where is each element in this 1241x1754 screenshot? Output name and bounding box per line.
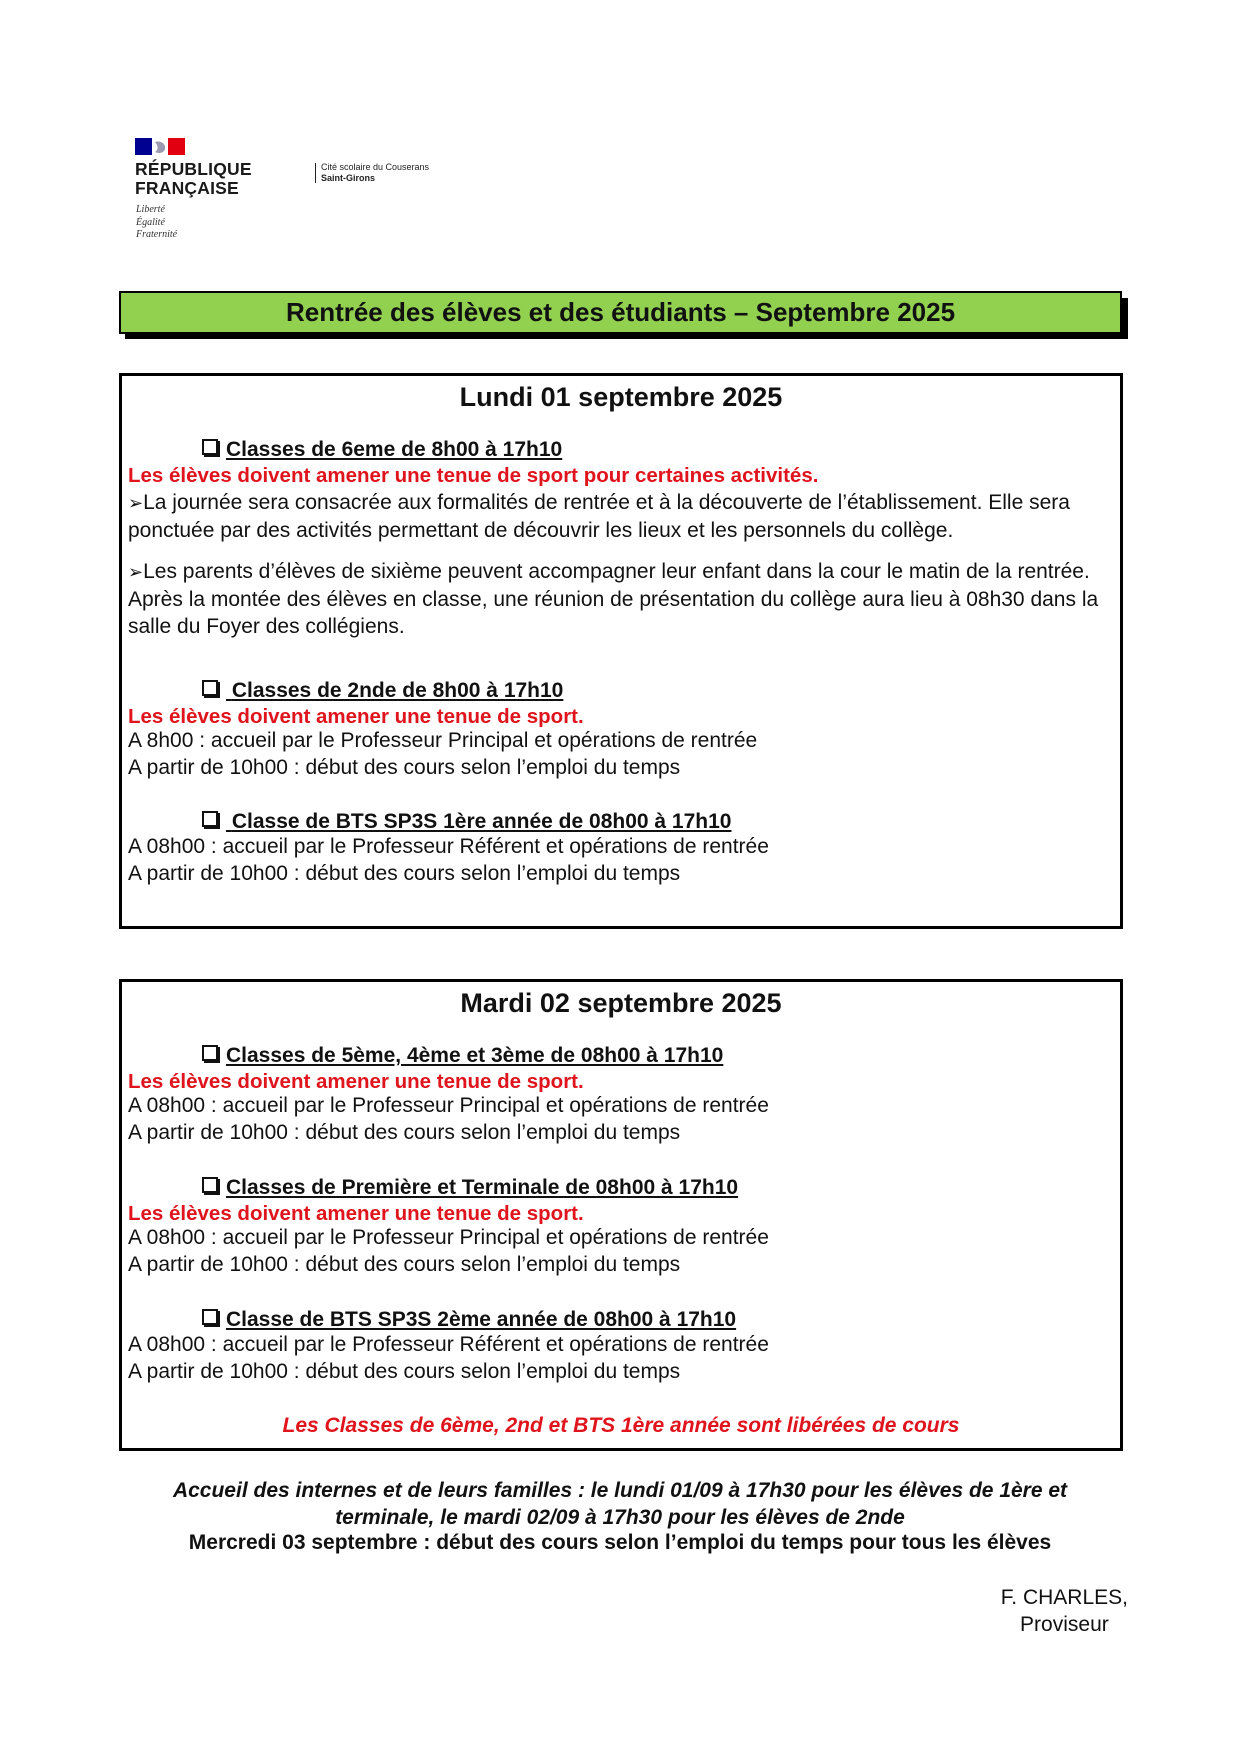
- text-line: A 8h00 : accueil par le Professeur Principal et opérations de rentrée: [128, 729, 758, 752]
- marianne-logo-icon: [135, 138, 185, 155]
- republic-motto: Liberté Égalité Fraternité: [136, 204, 178, 240]
- sport-notice: Les élèves doivent amener une tenue de sport.: [128, 1070, 584, 1093]
- arrow-bullet-icon: ➢: [128, 493, 144, 513]
- internes-notice: Accueil des internes et de leurs familles : le lundi 01/09 à 17h30 pour les élèves de 1ère et terminale, le mardi 02/09 à 17h30 pour les élèves de 2nde: [172, 1479, 1068, 1529]
- school-name: Cité scolaire du Couserans Saint-Girons: [321, 162, 430, 183]
- text-line: A 08h00 : accueil par le Professeur Référent et opérations de rentrée: [128, 1333, 769, 1356]
- section-heading-6eme: Classes de 6eme de 8h00 à 17h10: [202, 438, 562, 462]
- section-heading-college: Classes de 5ème, 4ème et 3ème de 08h00 à 17h10: [202, 1044, 723, 1068]
- text-line: A partir de 10h00 : début des cours selon l’emploi du temps: [128, 1121, 681, 1144]
- logo-separator: [315, 163, 316, 183]
- section-heading-2nde: Classes de 2nde de 8h00 à 17h10: [202, 679, 563, 703]
- text-line: A partir de 10h00 : début des cours selon l’emploi du temps: [128, 756, 681, 779]
- day-heading: Lundi 01 septembre 2025: [459, 382, 783, 412]
- arrow-bullet-icon: ➢: [128, 562, 144, 582]
- text-line: A 08h00 : accueil par le Professeur Référent et opérations de rentrée: [128, 835, 769, 858]
- sport-notice: Les élèves doivent amener une tenue de sport.: [128, 705, 584, 728]
- text-line: A partir de 10h00 : début des cours selon l’emploi du temps: [128, 1360, 681, 1383]
- page-title: Rentrée des élèves et des étudiants – Septembre 2025: [119, 291, 1122, 334]
- text-line: A 08h00 : accueil par le Professeur Principal et opérations de rentrée: [128, 1226, 769, 1249]
- day-box-monday: [119, 373, 1123, 929]
- text-line: A partir de 10h00 : début des cours selon l’emploi du temps: [128, 862, 681, 885]
- paragraph: ➢Les parents d’élèves de sixième peuvent accompagner leur enfant dans la cour le matin de la rentrée. Après la montée des élèves en classe, une réunion de présentation du collège aura lieu à 08h30 dans la salle du Foyer des collégiens.: [128, 560, 1099, 638]
- sport-notice: Les élèves doivent amener une tenue de sport pour certaines activités.: [128, 464, 819, 487]
- checkbox-icon: [202, 439, 218, 455]
- day-box-tuesday: [119, 979, 1123, 1451]
- section-heading-bts2: Classe de BTS SP3S 2ème année de 08h00 à 17h10: [202, 1308, 736, 1332]
- checkbox-icon: [202, 1309, 218, 1325]
- mercredi-notice: Mercredi 03 septembre : début des cours selon l’emploi du temps pour tous les élèves: [188, 1531, 1052, 1554]
- checkbox-icon: [202, 1045, 218, 1061]
- sport-notice: Les élèves doivent amener une tenue de sport.: [128, 1202, 584, 1225]
- checkbox-icon: [202, 811, 218, 827]
- checkbox-icon: [202, 680, 218, 696]
- libere-notice: Les Classes de 6ème, 2nd et BTS 1ère année sont libérées de cours: [282, 1414, 960, 1437]
- checkbox-icon: [202, 1177, 218, 1193]
- section-heading-lycee: Classes de Première et Terminale de 08h00 à 17h10: [202, 1176, 738, 1200]
- signature: F. CHARLES, Proviseur: [1000, 1586, 1128, 1636]
- republique-francaise-name: RÉPUBLIQUE FRANÇAISE: [135, 159, 252, 198]
- day-heading: Mardi 02 septembre 2025: [460, 988, 782, 1018]
- text-line: A partir de 10h00 : début des cours selon l’emploi du temps: [128, 1253, 681, 1276]
- section-heading-bts1: Classe de BTS SP3S 1ère année de 08h00 à 17h10: [202, 810, 731, 834]
- paragraph: ➢La journée sera consacrée aux formalités de rentrée et à la découverte de l’établissement. Elle sera ponctuée par des activités permettant de découvrir les lieux et les personnels du collège.: [128, 491, 1070, 542]
- text-line: A 08h00 : accueil par le Professeur Principal et opérations de rentrée: [128, 1094, 769, 1117]
